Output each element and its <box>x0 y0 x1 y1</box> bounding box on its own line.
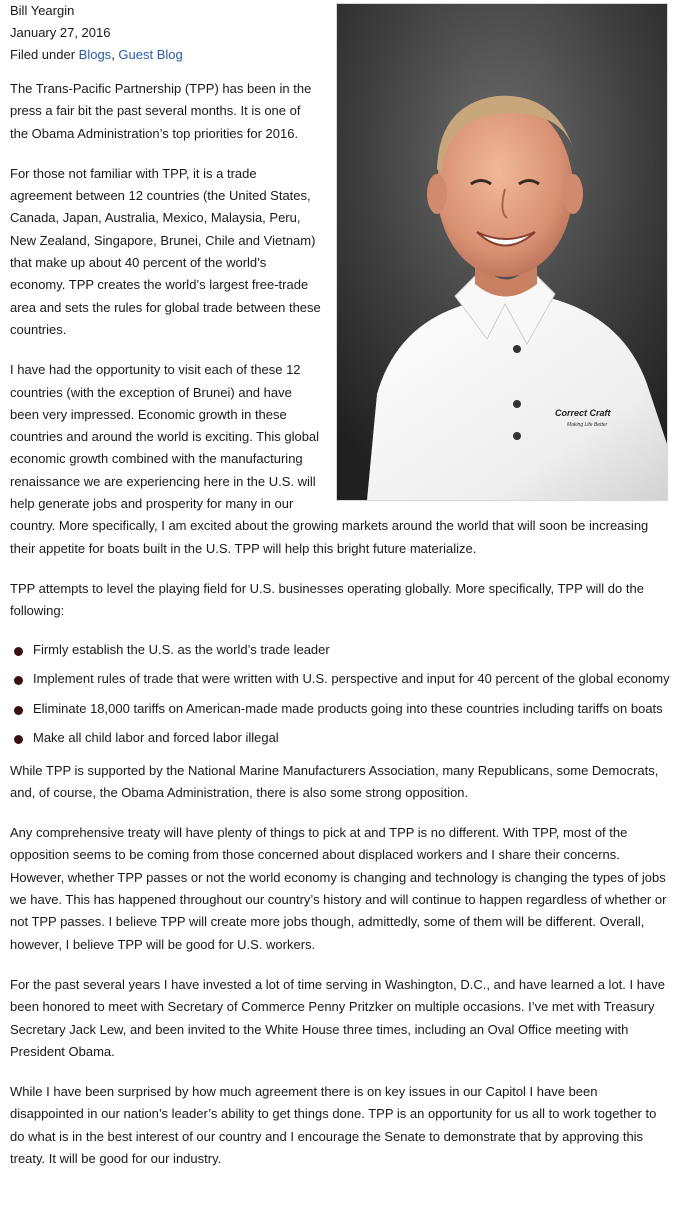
bullet-icon <box>14 706 23 715</box>
shirt-tagline: Making Life Better <box>567 422 608 428</box>
tpp-benefits-list <box>10 641 670 748</box>
list-item-text: Eliminate 18,000 tariffs on American-made made products going into these countries including tariffs on boats <box>33 700 663 716</box>
list-item-text: Make all child labor and forced labor illegal <box>33 730 279 746</box>
category-separator: , <box>111 47 119 62</box>
list-item <box>10 641 670 660</box>
list-item <box>10 670 670 689</box>
author-photo <box>336 3 668 501</box>
author-name: Bill Yeargin <box>10 3 75 18</box>
list-item-text: Implement rules of trade that were written with U.S. perspective and input for 40 percent of the global economy <box>33 671 670 687</box>
category-link-blogs[interactable]: Blogs <box>78 47 112 62</box>
paragraph: Any comprehensive treaty will have plenty of things to pick at and TPP is no different. With TPP, most of the opposition seems to be coming from those concerned about displaced workers and I share their concerns. However, whether TPP passes or not the world economy is changing and technology is changing the types of jobs we have. This has happened throughout our country’s history and will continue to happen regardless of whether or not TPP passes. I believe TPP will create more jobs though, admittedly, some of them will be different. Overall, however, I believe TPP will be good for U.S. workers. <box>10 825 667 952</box>
paragraph: TPP attempts to level the playing field for U.S. businesses operating globally. More specifically, TPP will do the following: <box>10 580 644 619</box>
filed-under-label: Filed under <box>10 47 79 62</box>
shirt-logo: Correct Craft <box>555 408 611 418</box>
paragraph: For those not familiar with TPP, it is a trade agreement between 12 countries (the United States, Canada, Japan, Australia, Mexico, Malaysia, Peru, New Zealand, Singapore, Brunei, Chile and Vietnam) that make up about 40 percent of the world’s economy. TPP creates the world’s largest free-trade area and sets the rules for global trade between these countries. <box>10 165 321 337</box>
list-item-text: Firmly establish the U.S. as the world’s trade leader <box>33 641 330 657</box>
bullet-icon <box>14 735 23 744</box>
post-date: January 27, 2016 <box>10 25 111 40</box>
list-item <box>10 700 670 719</box>
paragraph: While I have been surprised by how much agreement there is on key issues in our Capitol I have been disappointed in our nation’s leader’s ability to get things done. TPP is an opportunity for us all to work together to do what is in the best interest of our country and I encourage the Senate to demonstrate that by approving this treaty. It will be good for our industry. <box>10 1084 657 1166</box>
bullet-icon <box>14 647 23 656</box>
paragraph: For the past several years I have invested a lot of time serving in Washington, D.C., and have learned a lot. I have been honored to meet with Secretary of Commerce Penny Pritzker on multiple occasions. I’ve met with Treasury Secretary Jack Lew, and been invited to the White House three times, including an Oval Office meeting with President Obama. <box>10 976 665 1059</box>
bullet-icon <box>14 676 23 685</box>
list-item <box>10 729 670 748</box>
category-link-guest-blog[interactable]: Guest Blog <box>118 47 183 62</box>
paragraph: While TPP is supported by the National Marine Manufacturers Association, many Republicans, some Democrats, and, of course, the Obama Administration, there is also some strong opposition. <box>10 762 659 800</box>
paragraph: I have had the opportunity to visit each of these 12 countries (with the exception of Brunei) and have been very impressed. Economic growth in these countries and around the world is exciting. This global economic growth combined with the manufacturing renaissance we are experiencing here in the U.S. will help generate jobs and prosperity for many in our country. More specifically, I am excited about the growing markets around the world that will soon be increasing their appetite for boats built in the U.S. TPP will help this bright future materialize. <box>10 362 649 556</box>
paragraph: The Trans-Pacific Partnership (TPP) has been in the press a fair bit the past several months. It is one of the Obama Administration’s top priorities for 2016. <box>10 81 312 141</box>
